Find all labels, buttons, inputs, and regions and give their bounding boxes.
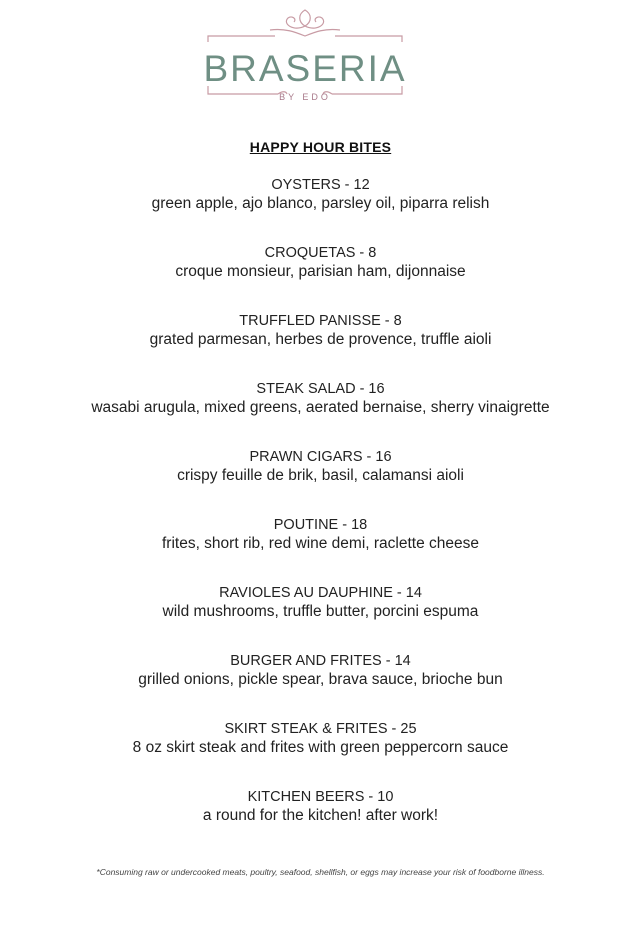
menu-items-list	[0, 176, 641, 856]
item-description: wasabi arugula, mixed greens, aerated bernaise, sherry vinaigrette	[91, 399, 550, 416]
menu-item	[0, 652, 641, 720]
item-description: green apple, ajo blanco, parsley oil, piparra relish	[151, 195, 490, 212]
health-disclaimer: *Consuming raw or undercooked meats, poultry, seafood, shellfish, or eggs may increase your risk of foodborne illness.	[96, 867, 545, 877]
item-name: TRUFFLED PANISSE - 8	[239, 313, 402, 329]
item-description: croque monsieur, parisian ham, dijonnaise	[175, 263, 466, 280]
menu-heading: HAPPY HOUR BITES	[249, 139, 392, 155]
menu-item	[0, 584, 641, 652]
menu-item	[0, 516, 641, 584]
item-name: SKIRT STEAK & FRITES - 25	[224, 721, 417, 737]
item-name: OYSTERS - 12	[271, 177, 370, 193]
item-name: CROQUETAS - 8	[264, 245, 377, 261]
brand-name: BRASERIA	[203, 48, 407, 89]
item-name: RAVIOLES AU DAUPHINE - 14	[219, 585, 422, 601]
item-name: KITCHEN BEERS - 10	[247, 789, 394, 805]
item-name: STEAK SALAD - 16	[256, 381, 385, 397]
menu-item	[0, 244, 641, 312]
item-name: PRAWN CIGARS - 16	[249, 449, 392, 465]
item-name: BURGER AND FRITES - 14	[230, 653, 411, 669]
brand-subtitle: BY EDO	[279, 92, 331, 102]
menu-item	[0, 380, 641, 448]
menu-item	[0, 788, 641, 856]
menu-item	[0, 176, 641, 244]
item-description: grilled onions, pickle spear, brava sauce, brioche bun	[138, 671, 503, 688]
item-name: POUTINE - 18	[273, 517, 368, 533]
item-description: crispy feuille de brik, basil, calamansi aioli	[177, 467, 464, 484]
item-description: wild mushrooms, truffle butter, porcini espuma	[162, 603, 479, 620]
item-description: a round for the kitchen! after work!	[202, 807, 439, 824]
item-description: grated parmesan, herbes de provence, truffle aioli	[149, 331, 492, 348]
menu-item	[0, 720, 641, 788]
braseria-logo	[190, 6, 420, 110]
menu-item	[0, 448, 641, 516]
item-description: frites, short rib, red wine demi, raclette cheese	[161, 535, 480, 552]
menu-item	[0, 312, 641, 380]
item-description: 8 oz skirt steak and frites with green peppercorn sauce	[132, 739, 509, 756]
